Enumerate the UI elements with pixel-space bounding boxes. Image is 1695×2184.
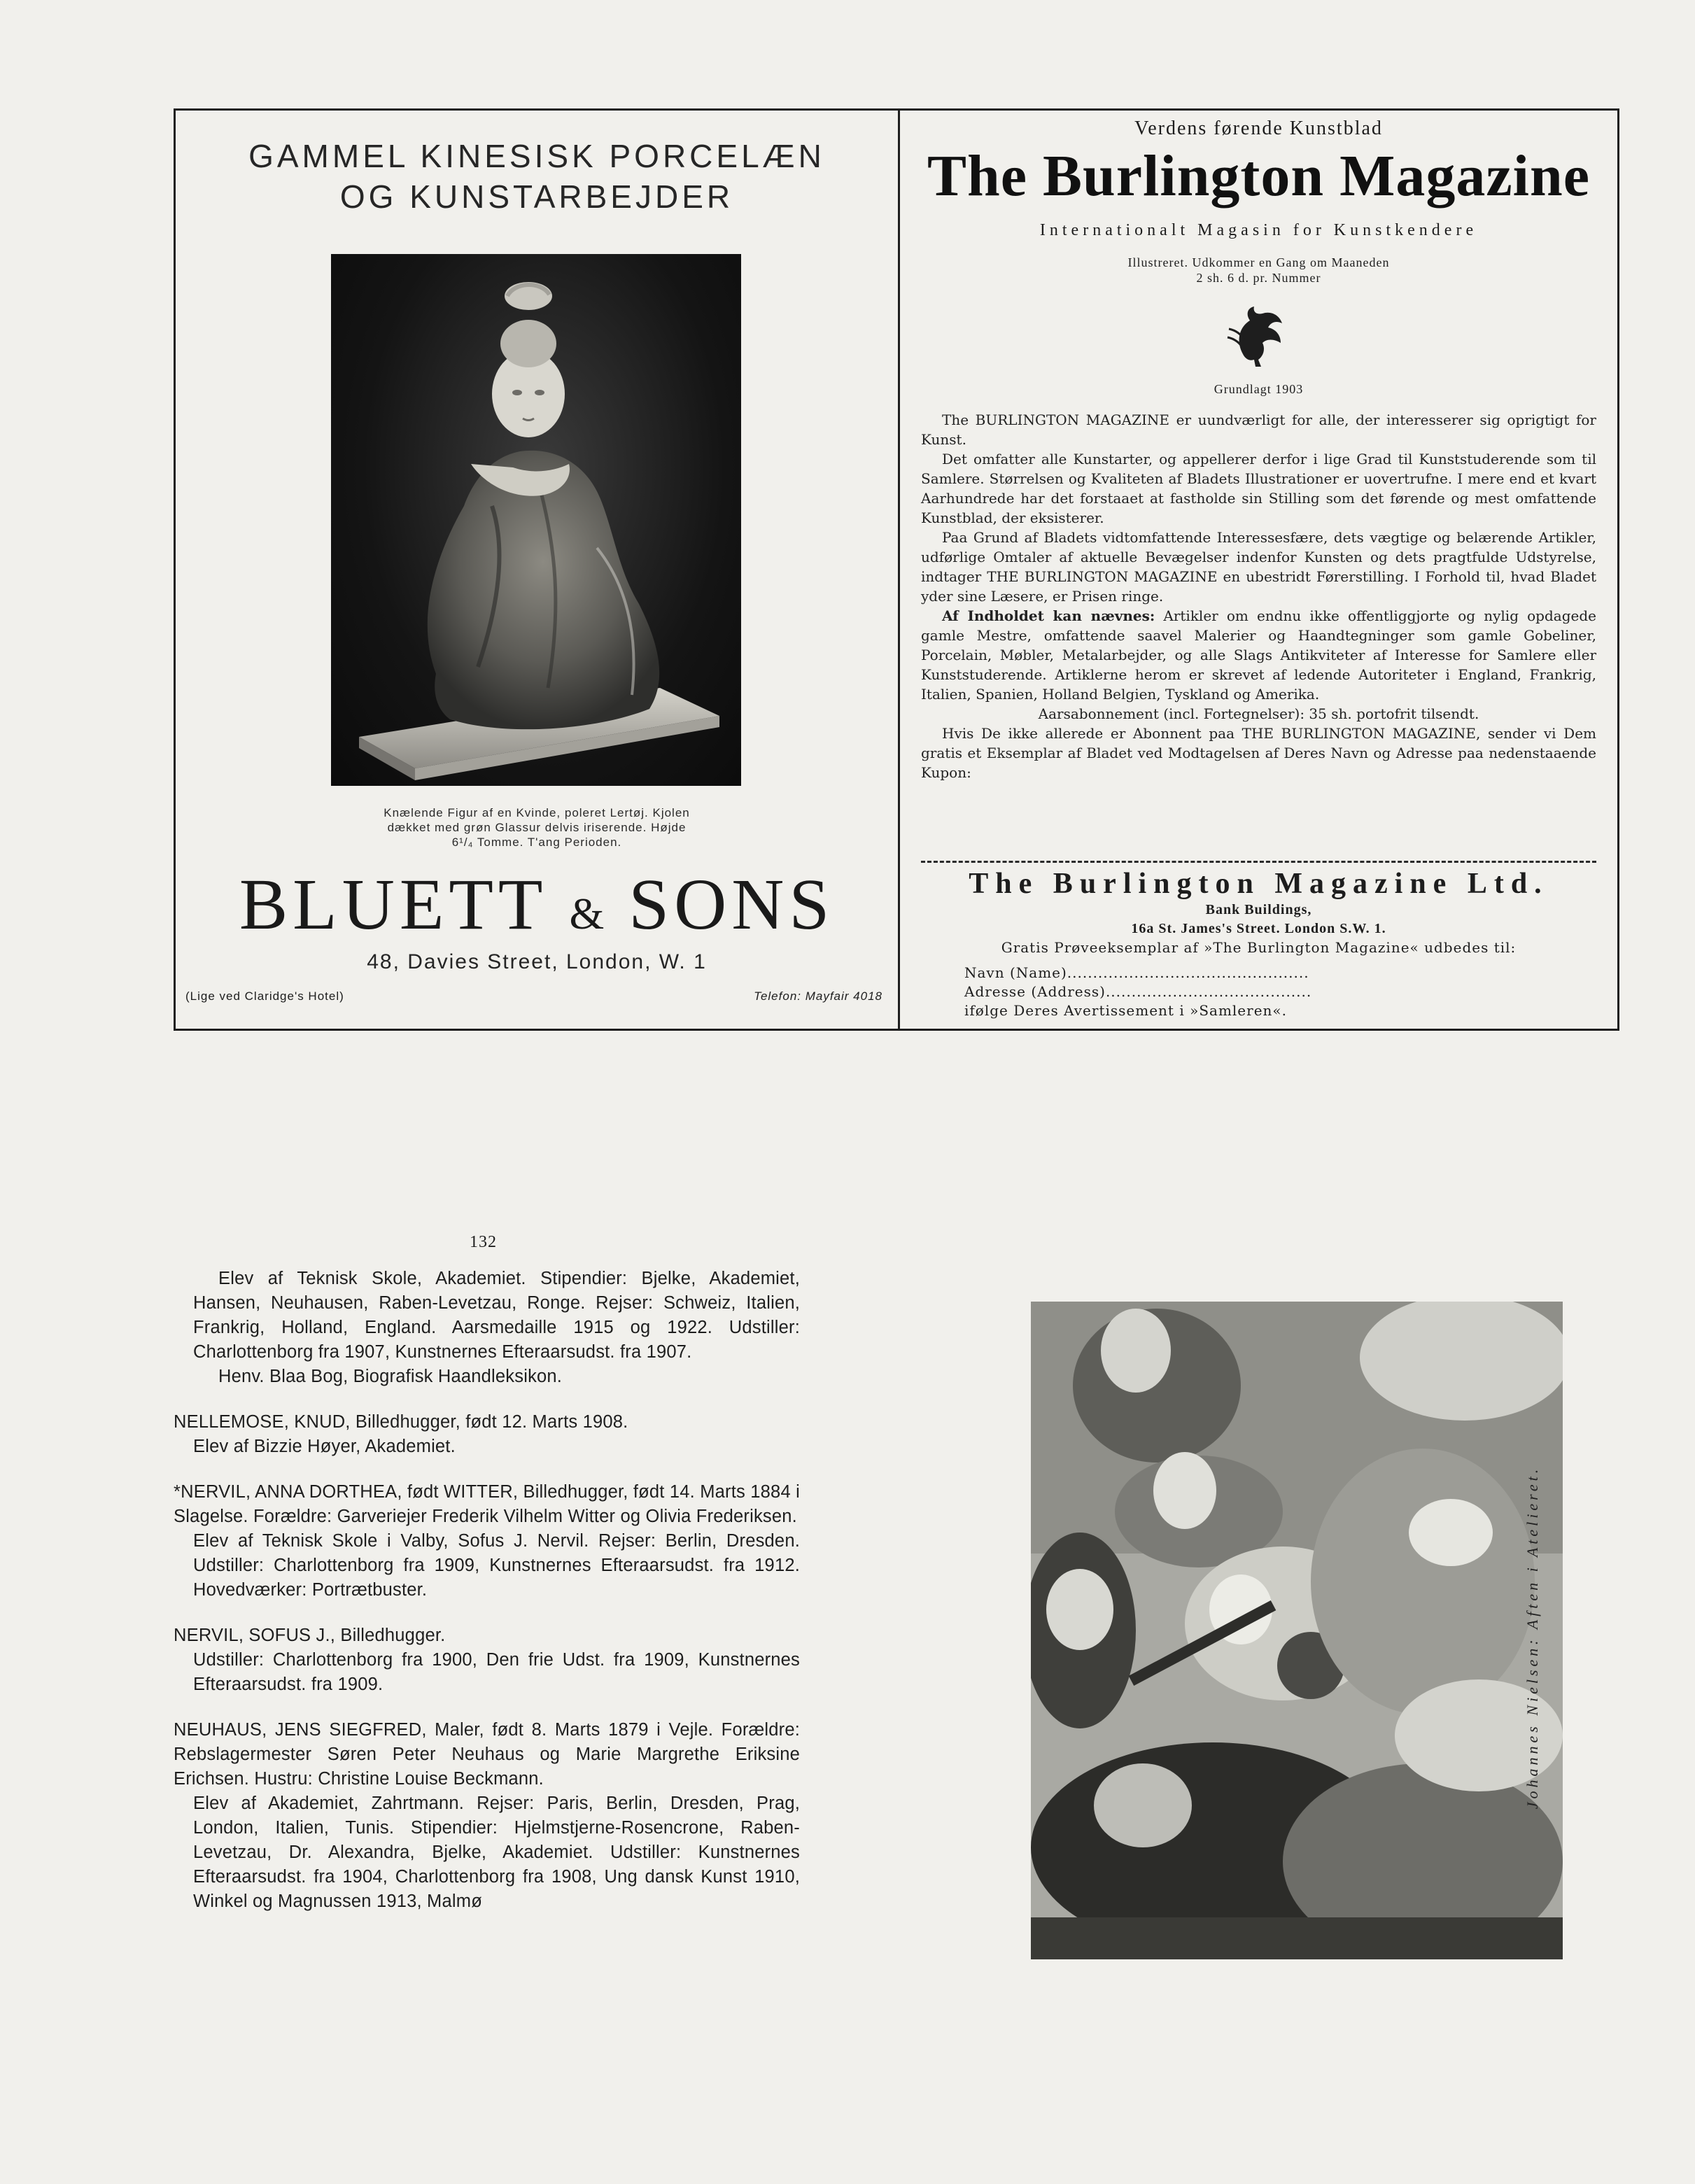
- body-paragraph: The BURLINGTON MAGAZINE er uundværligt for alle, der interesserer sig oprigtigt for Kunst.: [921, 411, 1596, 448]
- body-paragraph: Det omfatter alle Kunstarter, og appellerer derfor i lige Grad til Kunststuderende som til Samlere. Størrelsen og Kvaliteten af Bladets Illustrationer er uovertrufne. I mere end et kvart Aarhundrede har det forstaaet at fastholde sin Stilling som det førende og mest omfattende Kunstblad, der eksisterer.: [921, 451, 1596, 526]
- bluett-sons-name: [176, 866, 898, 952]
- coupon-street: 16a St. James's Street. London S.W. 1.: [1131, 921, 1386, 936]
- body-paragraph: Paa Grund af Bladets vidtomfattende Interessesfære, dets vægtige og belærende Artikler, udførlige Omtaler af aktuelle Bevægelser indenfor Kunsten og dets pragtfulde Udstyrelse, indtager THE BURLINGTON MAGAZINE en ubestridt Førerstilling. I Forhold til, hvad Bladet yder sine Læsere, er Prisen ringe.: [921, 529, 1596, 605]
- biography-column: [174, 1267, 800, 1914]
- painting-caption-text: Johannes Nielsen: Aften i Atelieret.: [1524, 1465, 1541, 1810]
- coupon-cut-line: [921, 861, 1596, 863]
- bluett-hotel-note: (Lige ved Claridge's Hotel): [185, 989, 344, 1003]
- bio-entry-body: Udstiller: Charlottenborg fra 1900, Den frie Udst. fra 1909, Kunstnernes Efteraarsudst. fra 1909.: [193, 1650, 800, 1694]
- subscription-price: Aarsabonnement (incl. Fortegnelser): 35 sh. portofrit tilsendt.: [1038, 705, 1479, 722]
- contents-lead: Af Indholdet kan nævnes:: [942, 607, 1155, 624]
- burlington-subtitle: Internationalt Magasin for Kunstkendere: [1039, 221, 1478, 239]
- burlington-tagline: Verdens førende Kunstblad: [1134, 118, 1383, 139]
- painting-caption: [1519, 1465, 1547, 1810]
- name-bluett: BLUETT: [239, 864, 547, 945]
- bio-entry-body: Elev af Akademiet, Zahrtmann. Rejser: Paris, Berlin, Dresden, Prag, London, Italien, Tunis. Stipendier: Hjelmstjerne-Rosencrone, Raben-Levetzau, Dr. Alexandra, Bjelke, Akademiet. Udstiller: Kunstnernes Efteraarsudst. fra 1904, Charlottenborg fra 1908, Ung dansk Kunst 1910, Winkel og Magnussen 1913, Malmø: [193, 1794, 800, 1911]
- name-sons: SONS: [628, 864, 835, 945]
- bio-continuation: Elev af Teknisk Skole, Akademiet. Stipendier: Bjelke, Akademiet, Hansen, Neuhausen, Raben-Levetzau, Ronge. Rejser: Schweiz, Italien, Frankrig, Holland, England. Aarsmedaille 1915 og 1922. Udstiller: Charlottenborg fra 1907, Kunstnernes Efteraarsudst. fra 1907.: [193, 1269, 800, 1362]
- bluett-phone: Telefon: Mayfair 4018: [754, 989, 882, 1003]
- burlington-body: [921, 410, 1596, 782]
- note-line: 2 sh. 6 d. pr. Nummer: [1196, 271, 1321, 285]
- burlington-publication-note: [900, 255, 1617, 286]
- note-line: Illustreret. Udkommer en Gang om Maaneden: [1127, 255, 1390, 269]
- bio-entry-body: Elev af Bizzie Høyer, Akademiet.: [193, 1437, 456, 1456]
- page-number: 132: [470, 1233, 497, 1251]
- coupon-request-text: Gratis Prøveeksemplar af »The Burlington Magazine« udbedes til:: [1001, 939, 1517, 956]
- name-ampersand: &: [569, 889, 606, 938]
- body-paragraph: [921, 606, 1596, 704]
- coupon-company-name: The Burlington Magazine Ltd.: [969, 868, 1549, 900]
- bio-entry-head: *NERVIL, ANNA DORTHEA, født WITTER, Billedhugger, født 14. Marts 1884 i Slagelse. Forældre: Garveriejer Frederik Vilhelm Witter og Olivia Frederiksen.: [174, 1482, 800, 1526]
- figure-caption: [316, 805, 758, 850]
- phoenix-emblem-icon: [1222, 300, 1295, 372]
- coupon-address-field[interactable]: Adresse (Address)........................................: [964, 983, 1312, 1000]
- bio-entry-head: NEUHAUS, JENS SIEGFRED, Maler, født 8. Marts 1879 i Vejle. Forældre: Rebslagermester Søren Peter Neuhaus og Marie Margrethe Eriksine Erichsen. Hustru: Christine Louise Beckmann.: [174, 1720, 800, 1789]
- painting-reproduction: [1031, 1302, 1563, 1959]
- burlington-ad: [900, 111, 1617, 1029]
- coupon-name-field[interactable]: Navn (Name)...............................................: [964, 964, 1309, 981]
- burlington-founded: Grundlagt 1903: [1214, 382, 1304, 396]
- bluett-heading-line1: GAMMEL KINESISK PORCELÆN: [248, 138, 825, 174]
- bluett-heading-line2: OG KUNSTARBEJDER: [339, 178, 734, 215]
- advertisement-frame: [174, 108, 1619, 1031]
- bio-entry-head: NERVIL, SOFUS J., Billedhugger.: [174, 1626, 446, 1645]
- bluett-ad: [176, 111, 898, 1029]
- bluett-address: 48, Davies Street, London, W. 1: [367, 950, 707, 973]
- bio-entry-head: NELLEMOSE, KNUD, Billedhugger, født 12. Marts 1908.: [174, 1412, 628, 1432]
- coupon-reference: ifølge Deres Avertissement i »Samleren«.: [964, 1002, 1288, 1019]
- body-paragraph: Hvis De ikke allerede er Abonnent paa THE BURLINGTON MAGAZINE, sender vi Dem gratis et Eksemplar af Bladet ved Modtagelsen af Deres Navn og Adresse paa nedenstaaende Kupon:: [921, 725, 1596, 781]
- contents-text: Artikler om endnu ikke offentliggjorte og nylig opdagede gamle Mestre, omfattende saavel Malerier og Haandtegninger som gamle Gobeliner, Porcelain, Møbler, Metalarbejder, og alle Slags Antikviteter af Interesse for Samlere eller Kunststuderende. Artiklerne herom er skrevet af ledende Autoriteter i England, Frankrig, Italien, Spanien, Holland Belgien, Tyskland og Amerika.: [921, 607, 1596, 703]
- coupon-bank-buildings: Bank Buildings,: [1205, 902, 1312, 917]
- kneeling-figure-photo: [331, 254, 741, 786]
- caption-line: dækket med grøn Glassur delvis iriserende. Højde: [387, 821, 687, 834]
- caption-line: Knælende Figur af en Kvinde, poleret Lertøj. Kjolen: [384, 806, 690, 819]
- caption-line: 6¹/₄ Tomme. T'ang Perioden.: [451, 836, 622, 849]
- bio-reference: Henv. Blaa Bog, Biografisk Haandleksikon.: [218, 1367, 563, 1386]
- bio-entry-body: Elev af Teknisk Skole i Valby, Sofus J. Nervil. Rejser: Berlin, Dresden. Udstiller: Charlottenborg fra 1909, Kunstnernes Efteraarsudst. fra 1912. Hovedværker: Portrætbuster.: [193, 1531, 800, 1600]
- burlington-title: The Burlington Magazine: [927, 143, 1591, 209]
